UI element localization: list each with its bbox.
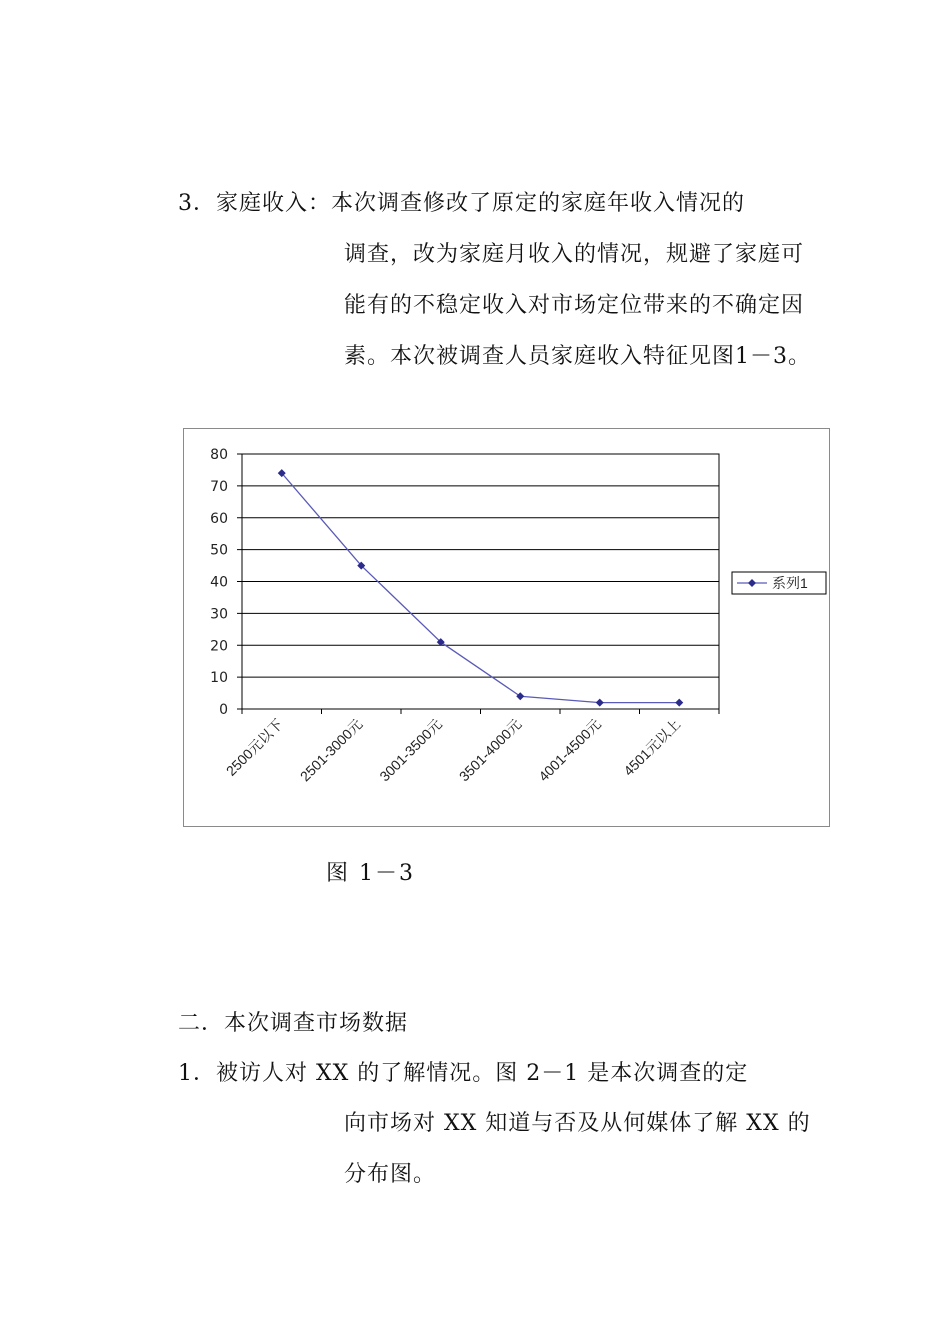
y-tick-label: 70 <box>210 478 228 495</box>
y-tick-label: 0 <box>219 702 228 718</box>
paragraph-1-lead: 3．家庭收入：本次调查修改了原定的家庭年收入情况的 <box>178 191 745 216</box>
paragraph-1-body: 调查，改为家庭月收入的情况，规避了家庭可能有的不稳定收入对市场定位带来的不确定因素。本次被调查人员家庭收入特征见图1－3。 <box>344 242 811 369</box>
chart-svg <box>184 429 829 826</box>
y-tick-label: 60 <box>210 510 228 527</box>
y-tick-label: 30 <box>210 606 228 623</box>
x-tick-label: 2500元以下 <box>222 715 286 779</box>
figure-caption: 图 1－3 <box>326 861 415 886</box>
y-tick-label: 40 <box>210 574 228 591</box>
x-tick-label: 3001-3500元 <box>376 715 445 785</box>
x-tick-label: 4001-4500元 <box>535 715 604 785</box>
y-tick-label: 10 <box>210 670 228 687</box>
y-tick-label: 50 <box>210 542 228 559</box>
section-heading: 二．本次调查市场数据 <box>178 1011 409 1036</box>
legend-label: 系列1 <box>772 575 808 591</box>
income-line-chart <box>183 428 830 827</box>
y-tick-label: 80 <box>210 447 228 463</box>
y-tick-label: 20 <box>210 638 228 655</box>
x-tick-label: 2501-3000元 <box>296 715 366 785</box>
paragraph-2-body: 向市场对 XX 知道与否及从何媒体了解 XX 的分布图。 <box>344 1111 811 1187</box>
x-tick-label: 4501元以上 <box>620 715 684 779</box>
paragraph-2-lead: 1．被访人对 XX 的了解情况。图 2－1 是本次调查的定 <box>178 1061 749 1086</box>
x-tick-label: 3501-4000元 <box>455 715 525 785</box>
